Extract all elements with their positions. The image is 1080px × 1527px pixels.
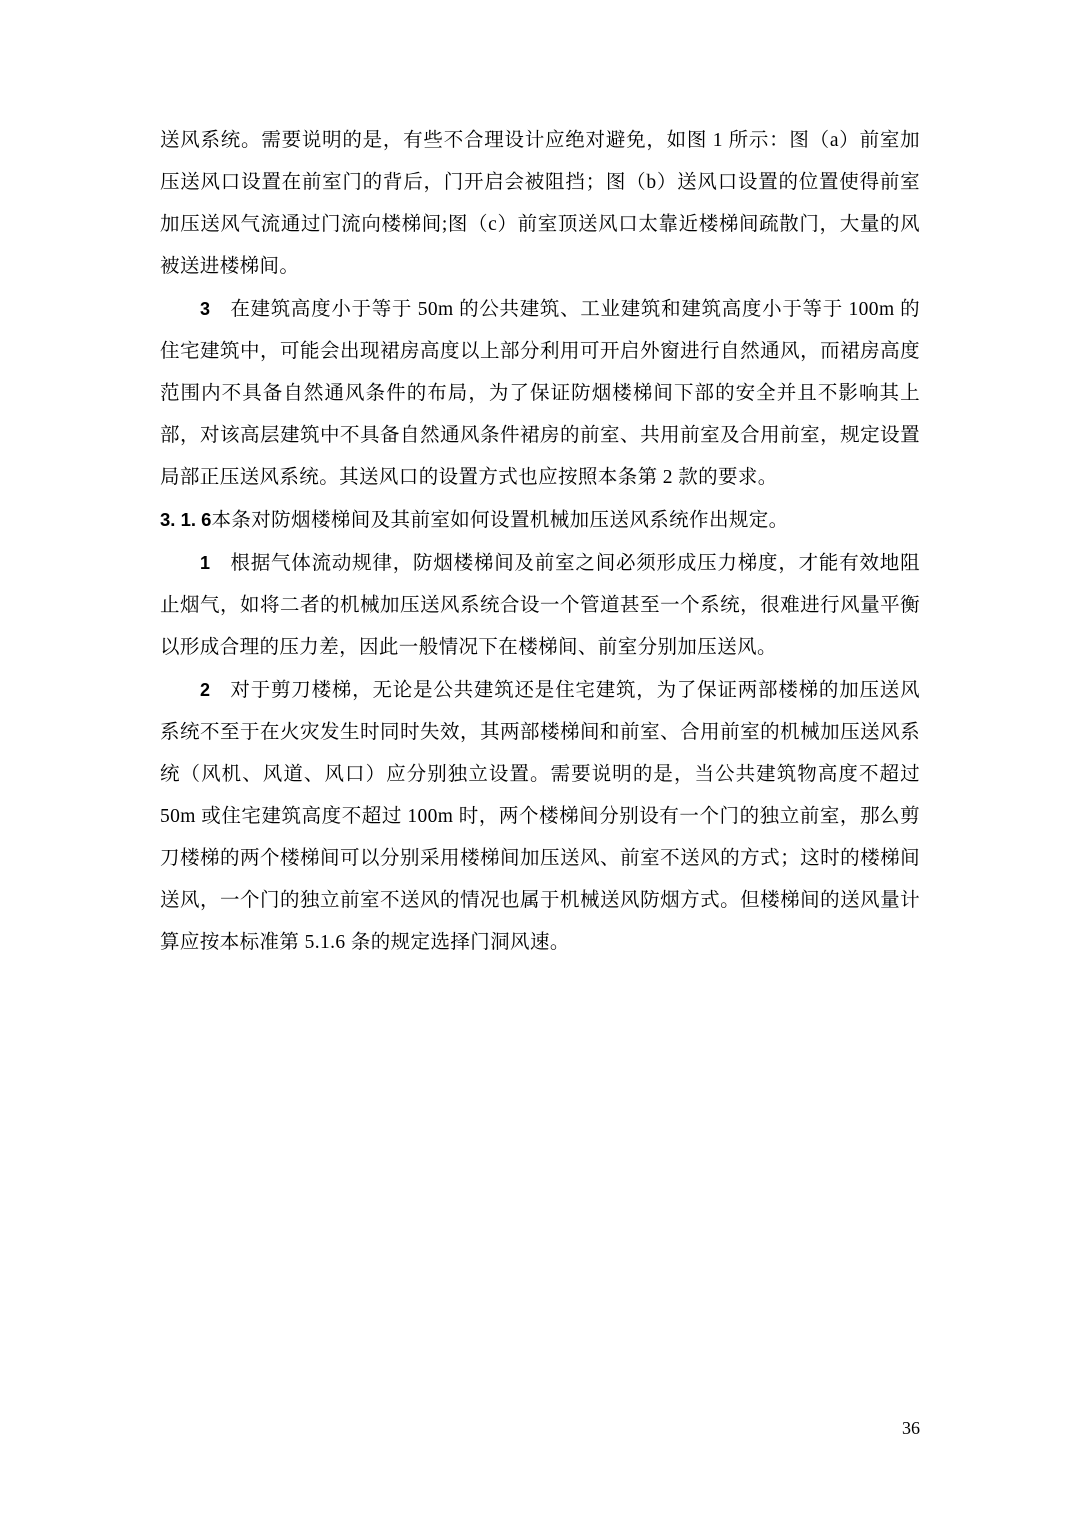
page-number: 36 [902, 1418, 920, 1438]
document-body [160, 120, 920, 964]
paragraph-item-1-text: 根据气体流动规律，防烟楼梯间及前室之间必须形成压力梯度，才能有效地阻止烟气，如将二者的机械加压送风系统合设一个管道甚至一个系统，很难进行风量平衡以形成合理的压力差，因此一般情况下在楼梯间、前室分别加压送风。 [160, 553, 920, 658]
list-number-1: 1 [200, 553, 211, 573]
clause-3-1-6 [160, 499, 920, 542]
clause-3-1-6-text: 本条对防烟楼梯间及其前室如何设置机械加压送风系统作出规定。 [211, 510, 789, 531]
paragraph-continuation: 送风系统。需要说明的是，有些不合理设计应绝对避免，如图 1 所示：图（a）前室加压送风口设置在前室门的背后，门开启会被阻挡；图（b）送风口设置的位置使得前室加压送风气流通过门流向楼梯间;图（c）前室顶送风口太靠近楼梯间疏散门，大量的风被送进楼梯间。 [160, 130, 920, 277]
paragraph-item-1 [160, 542, 920, 669]
list-number-3: 3 [200, 299, 211, 319]
paragraph-item-2 [160, 669, 920, 964]
paragraph-item-2-text: 对于剪刀楼梯，无论是公共建筑还是住宅建筑，为了保证两部楼梯的加压送风系统不至于在火灾发生时同时失效，其两部楼梯间和前室、合用前室的机械加压送风系统（风机、风道、风口）应分别独立设置。需要说明的是，当公共建筑物高度不超过 50m 或住宅建筑高度不超过 100m 时，两个楼梯间分别设有一个门的独立前室，那么剪刀楼梯的两个楼梯间可以分别采用楼梯间加压送风、前室不送风的方式；这时的楼梯间送风，一个门的独立前室不送风的情况也属于机械送风防烟方式。但楼梯间的送风量计算应按本标准第 5.1.6 条的规定选择门洞风速。 [160, 680, 920, 953]
list-number-2: 2 [200, 680, 211, 700]
clause-number: 3. 1. 6 [160, 509, 212, 530]
paragraph-item-3 [160, 288, 920, 499]
paragraph-item-3-text: 在建筑高度小于等于 50m 的公共建筑、工业建筑和建筑高度小于等于 100m 的住宅建筑中，可能会出现裙房高度以上部分利用可开启外窗进行自然通风，而裙房高度范围内不具备自然通风条件的布局，为了保证防烟楼梯间下部的安全并且不影响其上部，对该高层建筑中不具备自然通风条件裙房的前室、共用前室及合用前室，规定设置局部正压送风系统。其送风口的设置方式也应按照本条第 2 款的要求。 [160, 299, 920, 488]
